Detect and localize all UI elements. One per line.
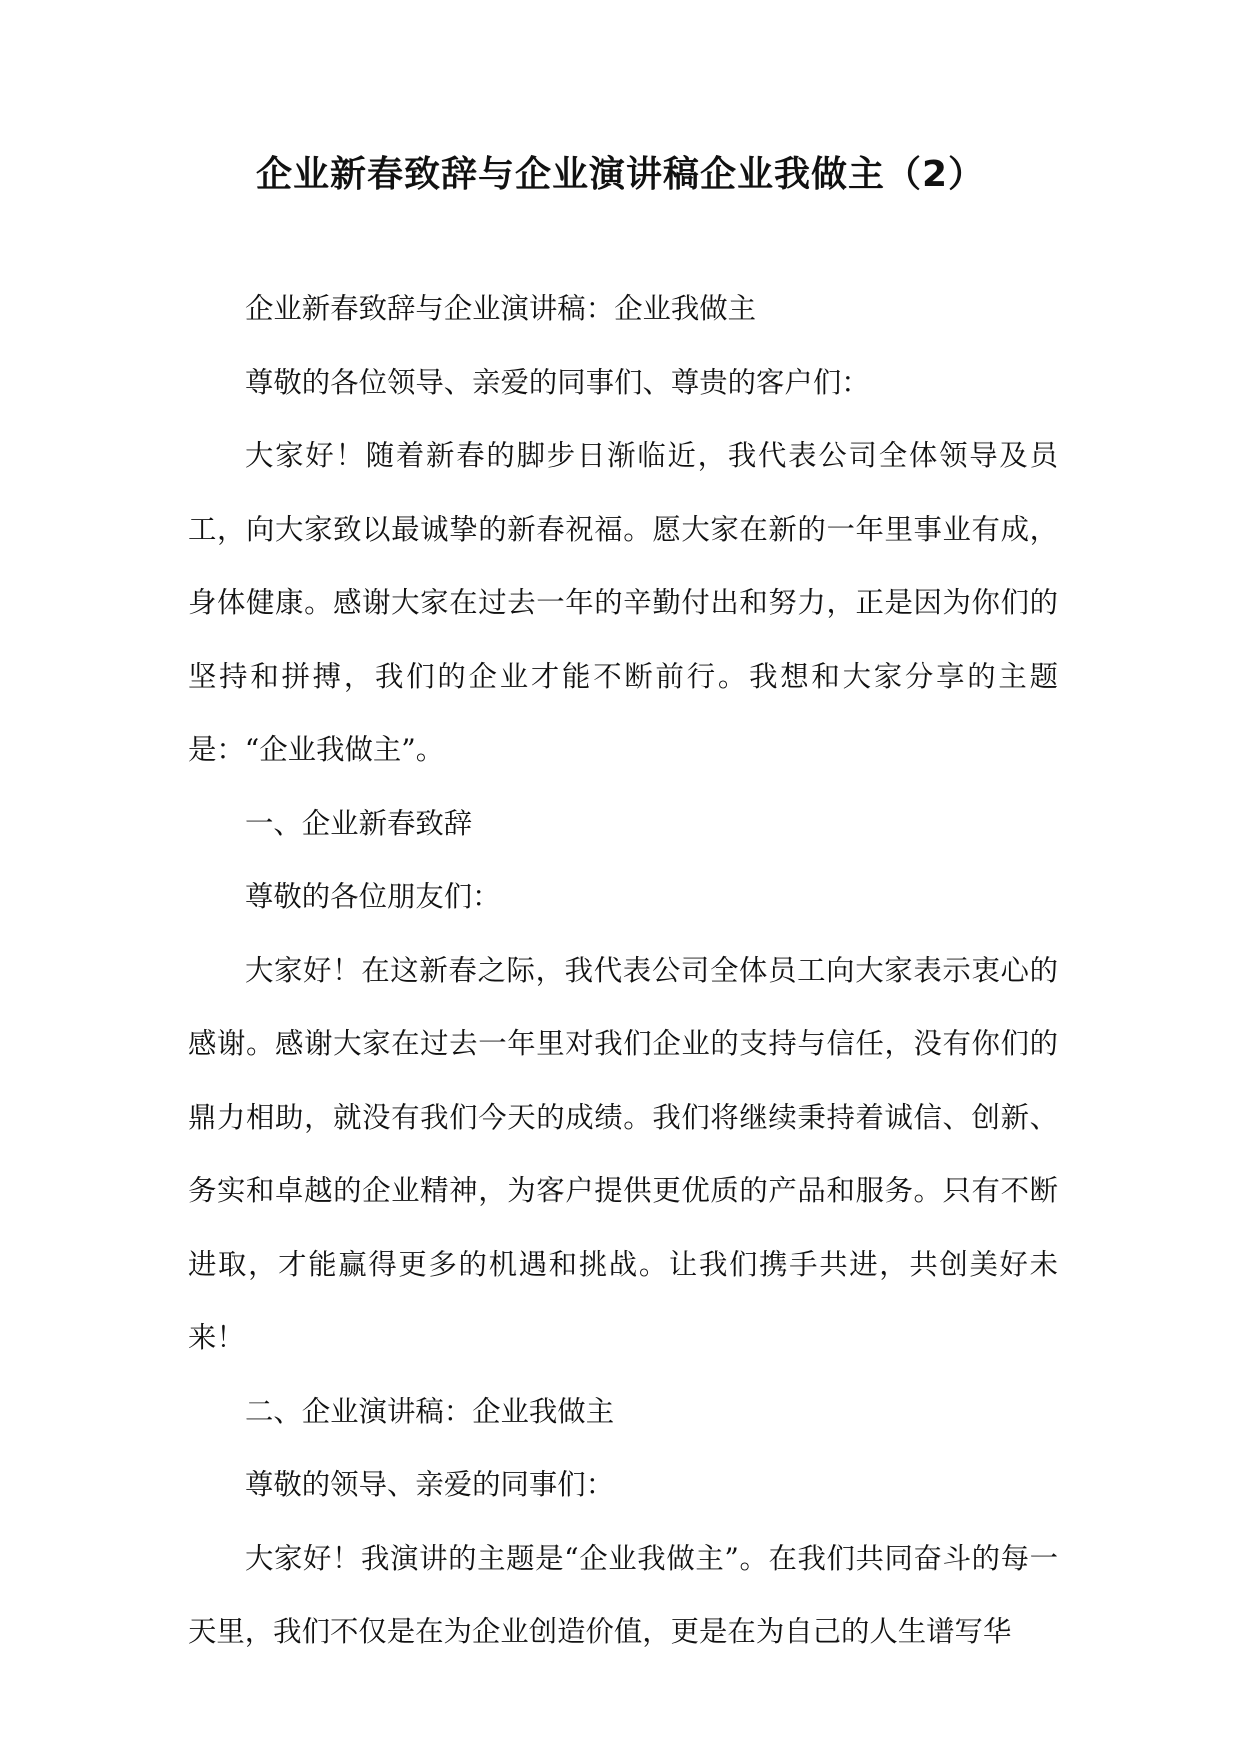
paragraph-subtitle: 企业新春致辞与企业演讲稿：企业我做主 [245, 292, 757, 325]
section-heading-1: 一、企业新春致辞 [245, 806, 473, 840]
paragraph-new-year-address: 大家好！在这新春之际，我代表公司全体员工向大家表示衷心的感谢。感谢大家在过去一年里对我们企业的支持与信任，没有你们的鼎力相助，就没有我们今天的成绩。我们将继续秉持着诚信、创新、务实和卓越的企业精神，为客户提供更优质的产品和服务。只有不断进取，才能赢得更多的机遇和挑战。让我们携手共进，共创美好未来！ [188, 953, 1058, 1354]
paragraph-greeting: 大家好！随着新春的脚步日渐临近，我代表公司全体领导及员工，向大家致以最诚挚的新春祝福。愿大家在新的一年里事业有成，身体健康。感谢大家在过去一年的辛勤付出和努力，正是因为你们的坚持和拼搏，我们的企业才能不断前行。我想和大家分享的主题是：“企业我做主”。 [188, 439, 1058, 766]
paragraph-speech-opening: 大家好！我演讲的主题是“企业我做主”。在我们共同奋斗的每一天里，我们不仅是在为企业创造价值，更是在为自己的人生谱写华 [188, 1541, 1058, 1648]
paragraph-salutation-3: 尊敬的领导、亲爱的同事们： [245, 1468, 615, 1501]
paragraph-salutation-2: 尊敬的各位朋友们： [245, 880, 501, 913]
section-heading-2: 二、企业演讲稿：企业我做主 [245, 1394, 615, 1428]
document-title: 企业新春致辞与企业演讲稿企业我做主（2） [255, 154, 986, 195]
paragraph-salutation: 尊敬的各位领导、亲爱的同事们、尊贵的客户们： [245, 365, 870, 399]
document-body [188, 272, 1058, 1669]
